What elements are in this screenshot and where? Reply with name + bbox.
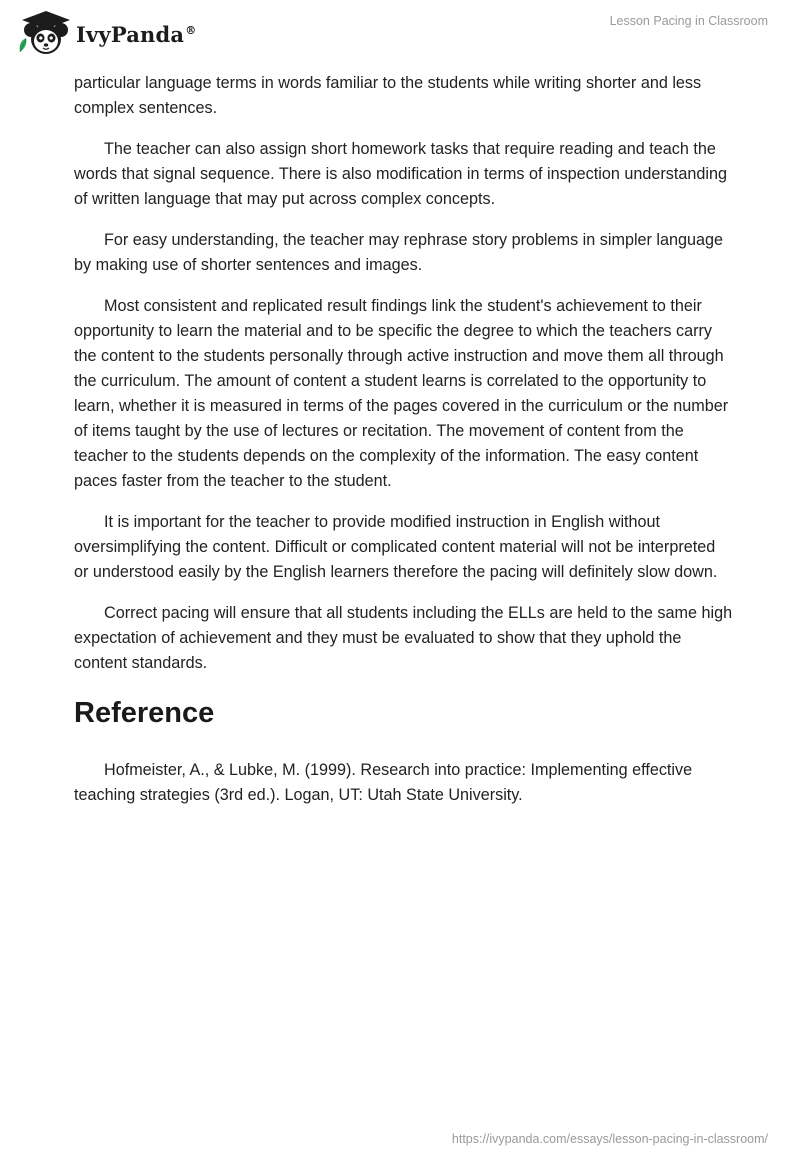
page-header: [0, 0, 800, 64]
paragraph: It is important for the teacher to provide modified instruction in English without oversimplifying the content. Difficult or complicated content material will not be interpreted or understood easily by the English learners therefore the pacing will definitely slow down.: [74, 513, 718, 581]
brand-name: IvyPanda®: [76, 21, 197, 47]
document-title: Lesson Pacing in Classroom: [609, 14, 768, 28]
paragraph: Most consistent and replicated result findings link the student's achievement to their opportunity to learn the material and to be specific the degree to which the teachers carry the content to the students personally through active instruction and move them all through the curriculum. The amount of content a student learns is correlated to the opportunity to learn, whether it is measured in terms of the pages covered in the curriculum or the number of items taught by the use of lectures or recitation. The movement of content from the teacher to the students depends on the complexity of the information. The easy content paces faster from the teacher to the student.: [74, 297, 729, 490]
essay-content: [74, 71, 734, 824]
paragraph: For easy understanding, the teacher may rephrase story problems in simpler language by making use of shorter sentences and images.: [74, 231, 724, 274]
ivypanda-logo[interactable]: [16, 8, 196, 58]
panda-graduation-cap-logo-icon: [16, 8, 76, 58]
paragraph-continuation: particular language terms in words familiar to the students while writing shorter and less complex sentences.: [74, 74, 702, 117]
reference-heading: Reference: [74, 697, 215, 729]
reference-entry: Hofmeister, A., & Lubke, M. (1999). Research into practice: Implementing effective teaching strategies (3rd ed.). Logan, UT: Utah State University.: [74, 761, 693, 804]
registered-mark: ®: [185, 23, 197, 37]
paragraph: The teacher can also assign short homework tasks that require reading and teach the words that signal sequence. There is also modification in terms of inspection understanding of written language that may put across complex concepts.: [74, 140, 727, 208]
paragraph: Correct pacing will ensure that all students including the ELLs are held to the same high expectation of achievement and they must be evaluated to show that they uphold the content standards.: [74, 604, 733, 672]
footer-url[interactable]: https://ivypanda.com/essays/lesson-pacing-in-classroom/: [451, 1132, 768, 1146]
